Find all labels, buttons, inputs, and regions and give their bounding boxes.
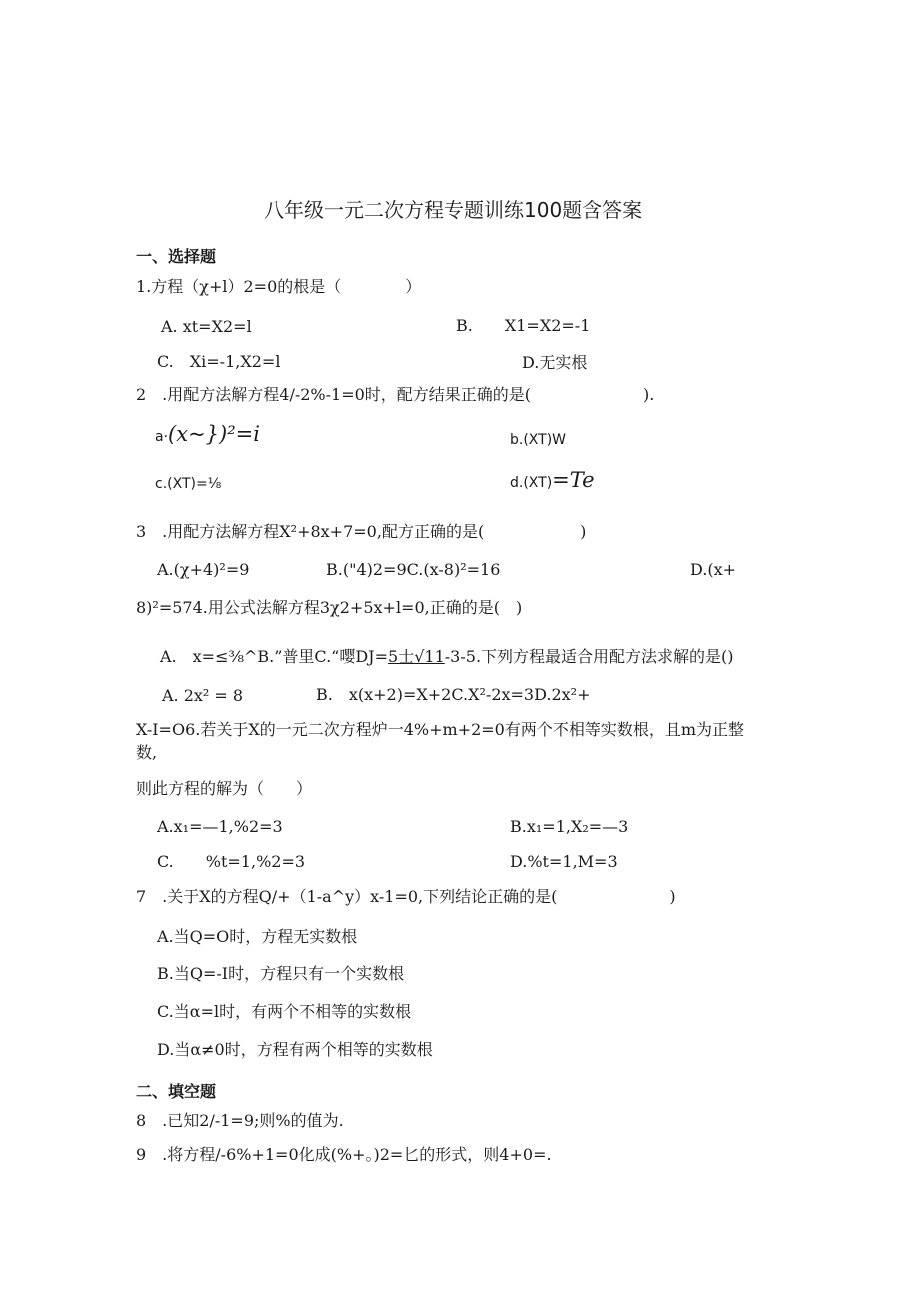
question-1-option-b: B. X1=X2=-1 (456, 316, 591, 335)
question-6-option-d: D.%t=1,M=3 (510, 852, 618, 871)
question-6-option-a: A.x₁=—1,%2=3 (157, 817, 283, 836)
question-7-option-d: D.当α≠0时，方程有两个相等的实数根 (157, 1040, 433, 1059)
page-title: 八年级一元二次方程专题训练100题含答案 (264, 198, 643, 222)
question-2-option-c: c.(XT)=⅛ (155, 476, 222, 492)
question-5-stem: -3-5.下列方程最适合用配方法求解的是() (444, 647, 734, 666)
question-9: 9 .将方程/-6%+1=0化成(%+。)2=匕的形式，则4+0=. (136, 1145, 552, 1164)
question-6-option-b: B.x₁=1,X₂=—3 (510, 817, 629, 836)
question-5-options-b-d: B. x(x+2)=X+2C.X²-2x=3D.2x²+ (316, 685, 591, 704)
question-3-stem: 3 .用配方法解方程X²+8x+7=0,配方正确的是( ) (136, 522, 587, 541)
question-7-option-b: B.当Q=-I时，方程只有一个实数根 (157, 964, 405, 983)
question-2-stem: 2 .用配方法解方程4/-2%-1=0时，配方结果正确的是( ). (136, 385, 655, 404)
section-heading-choice: 一、选择题 (136, 247, 217, 266)
question-4-5-line (160, 647, 734, 667)
question-3-4-line: 8)²=574.用公式法解方程3χ2+5x+l=0,正确的是( ) (136, 598, 523, 617)
question-3-option-bc: B.("4)2=9C.(x-8)²=16 (326, 560, 501, 579)
question-8: 8 .已知2/-1=9;则%的值为. (136, 1111, 344, 1130)
question-3-option-d: D.(x+ (690, 560, 737, 579)
question-7-option-a: A.当Q=O时，方程无实数根 (157, 927, 358, 946)
question-2-option-a (155, 424, 260, 447)
question-4-options-a-c: A. x=≤⅜^B.”普里C.“嘤DJ= (160, 647, 389, 666)
question-1-option-a: A. xt=X2=l (161, 317, 252, 336)
question-6-option-c: C. %t=1,%2=3 (157, 852, 306, 871)
question-6-stem-2: 则此方程的解为（ ） (136, 779, 313, 798)
question-2-option-d (510, 470, 595, 493)
section-heading-fill: 二、填空题 (136, 1082, 217, 1101)
question-2-option-b: b.(XT)W (510, 432, 566, 448)
question-2-option-a-math: (x~})²=i (168, 422, 260, 446)
question-6-continuation: 数, (136, 743, 158, 762)
question-5-6-line: X-I=O6.若关于X的一元二次方程炉一4%+m+2=0有两个不相等实数根，且m为正整 (136, 720, 745, 739)
question-3-option-a: A.(χ+4)²=9 (157, 560, 250, 579)
question-1-option-d: D.无实根 (522, 353, 588, 372)
question-5-option-a: A. 2x² = 8 (162, 686, 244, 705)
question-2-option-d-math: =Te (552, 468, 595, 492)
question-2-option-d-prefix: d.(XT) (510, 475, 553, 491)
question-2-option-a-prefix: a· (155, 429, 169, 445)
question-1-stem: 1.方程（χ+l）2=0的根是（ ） (136, 277, 422, 296)
question-7-option-c: C.当α=l时，有两个不相等的实数根 (157, 1002, 412, 1021)
question-7-stem: 7 .关于X的方程Q/+（1-a^y）x-1=0,下列结论正确的是( ) (136, 887, 676, 906)
question-4-option-d-underlined: 5士√11 (388, 647, 445, 666)
question-1-option-c: C. Xi=-1,X2=l (157, 352, 281, 371)
